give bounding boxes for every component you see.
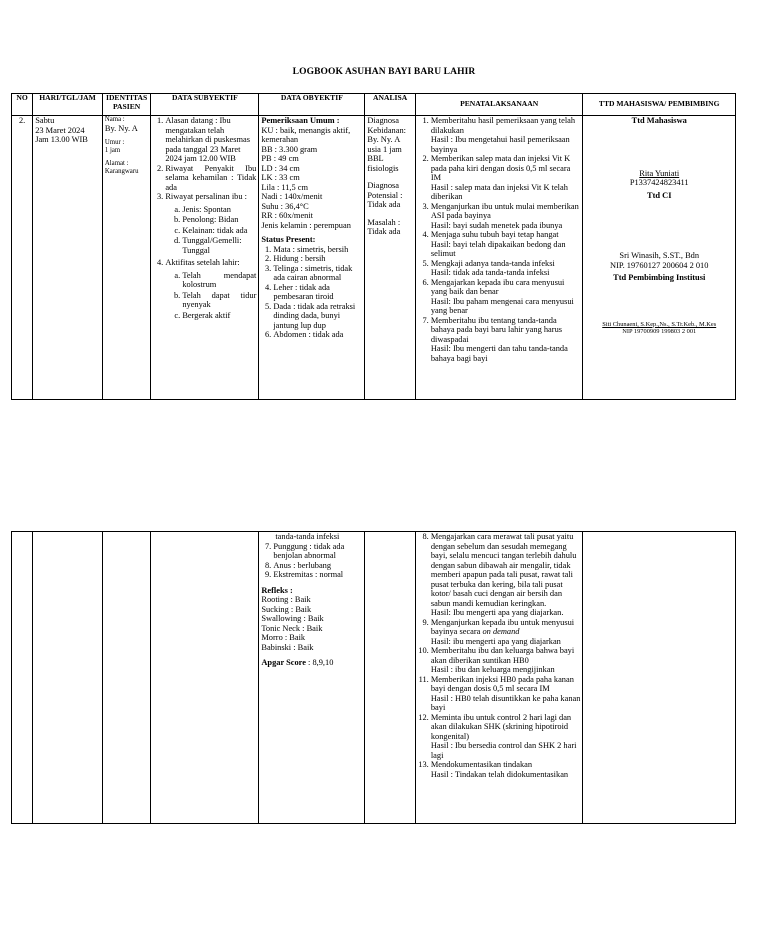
cell-identitas: [102, 116, 150, 400]
penatalaksanaan-item: 8. Mengajarkan cara merawat tali pusat yaitu dengan sebelum dan sesudah memegang bayi, selalu mencuci tangan terlebih dahulu dengan sabun dibawah air mengalir, tidak memberi apapun pada tali pusat, rawat tali pusat terbuka dan kering, bila tali pusat kotor/ basah cuci dengan air bersih dan sabun mandi kemudian keringkan. Hasil: Ibu mengerti apa yang diajarkan.: [431, 532, 581, 618]
status-item: 5. Dada : tidak ada retraksi dinding dada, bunyi jantung lup dup: [273, 302, 362, 331]
status-item: 7. Punggung : tidak ada benjolan abnormal: [273, 542, 362, 561]
ttd-mahasiswa-id: P1337424823411: [629, 178, 689, 187]
penatalaksanaan-item: 10. Memberitahu ibu dan keluarga bahwa bayi akan diberikan suntikan HB0 Hasil : ibu dan keluarga mengijinkan: [431, 646, 581, 675]
header-analisa: ANALISA: [365, 94, 415, 116]
obyektif-line: Jenis kelamin : perempuan: [261, 220, 351, 230]
apgar-label: Apgar Score: [261, 658, 306, 667]
ttd-institusi-nip: NIP 19700909 199803 2 001: [622, 327, 697, 335]
obyektif-pemeriksaan-label: Pemeriksaan Umum :: [261, 116, 340, 125]
cell-obyektif: [259, 532, 365, 824]
refleks-item: Morro : Baik: [261, 633, 306, 642]
hari-date: 23 Maret 2024: [35, 125, 85, 135]
penatalaksanaan-item: 1. Memberitahu hasil pemeriksaan yang telah dilakukan Hasil : Ibu mengetahui hasil pemeriksaan bayinya: [431, 116, 581, 154]
cell-obyektif: [259, 116, 365, 400]
table-row: [12, 532, 736, 824]
subyektif-subitem: c. Kelainan: tidak ada: [182, 226, 256, 236]
logbook-table-1: [11, 93, 736, 400]
cell-penatalaksanaan: [415, 116, 583, 400]
subyektif-subitem: b. Telah dapat tidur nyenyak: [182, 291, 256, 310]
obyektif-line: Suhu : 36,4°C: [261, 201, 309, 211]
cell-subyektif: [151, 532, 259, 824]
hari-day: Sabtu: [35, 116, 55, 125]
refleks-item: Swallowing : Baik: [261, 614, 324, 623]
header-ttd: TTD MAHASISWA/ PEMBIMBING: [583, 94, 736, 116]
penatalaksanaan-text: Menganjurkan kepada ibu untuk menyusui bayinya secara: [430, 617, 575, 636]
penatalaksanaan-item: 12. Meminta ibu untuk control 2 hari lagi dan akan dilakukan SHK (skrining hipotiroid kongenital) Hasil : Ibu bersedia control dan SHK 2 hari lagi: [431, 713, 581, 761]
obyektif-continued: tanda-tanda infeksi: [275, 532, 340, 541]
refleks-label: Refleks :: [261, 585, 293, 595]
header-subyektif: DATA SUBYEKTIF: [151, 94, 259, 116]
subyektif-item: 2. Riwayat Penyakit Ibu selama kehamilan : Tidak ada: [165, 164, 256, 193]
subyektif-item-label: Riwayat persalinan ibu :: [165, 192, 247, 201]
analisa-diagnosa-label: Diagnosa Kebidanan:: [367, 116, 406, 135]
row-number: 2.: [18, 116, 26, 125]
cell-subyektif: [151, 116, 259, 400]
refleks-item: Babinski : Baik: [261, 642, 314, 652]
refleks-item: Rooting : Baik: [261, 595, 311, 604]
subyektif-item: 1. Alasan datang : Ibu mengatakan telah melahirkan di puskesmas pada tanggal 23 Maret 2024 jam 12.00 WIB: [165, 116, 256, 164]
subyektif-subitem: b. Penolong: Bidan: [182, 215, 256, 225]
obyektif-line: Lila : 11,5 cm: [261, 182, 309, 192]
table-row: [12, 116, 736, 400]
ttd-ci-nip: NIP. 19760127 200604 2 010: [610, 260, 709, 270]
penatalaksanaan-text: Hasil: ibu mengerti apa yang diajarkan: [430, 636, 561, 646]
penatalaksanaan-item: 3. Menganjurkan ibu untuk mulai memberikan ASI pada bayinya Hasil: bayi sudah menetek pada ibunya: [431, 202, 581, 231]
identitas-alamat-value: Karangwaru: [104, 167, 139, 175]
penatalaksanaan-emphasis: on demand: [482, 627, 520, 636]
cell-identitas: [102, 532, 150, 824]
ttd-mahasiswa-label: Ttd Mahasiswa: [631, 116, 687, 125]
refleks-item: Tonic Neck : Baik: [261, 623, 323, 633]
hari-time: Jam 13.00 WIB: [35, 135, 88, 144]
penatalaksanaan-item: 5. Mengkaji adanya tanda-tanda infeksi Hasil: tidak ada tanda-tanda infeksi: [431, 259, 581, 278]
obyektif-line: BB : 3.300 gram: [261, 144, 318, 154]
logbook-table-2: [11, 531, 736, 824]
ttd-institusi-name: Siti Chunaeni, S.Kep.,Ns., S.Tr.Keb., M.Kes: [602, 320, 717, 328]
header-penatalaksanaan: PENATALAKSANAAN: [415, 94, 583, 116]
analisa-masalah-value: Tidak ada: [367, 227, 401, 236]
header-row: [12, 94, 736, 116]
penatalaksanaan-item: 2. Memberikan salep mata dan injeksi Vit K pada paha kiri dengan dosis 0,5 ml secara IM Hasil : salep mata dan injeksi Vit K telah diberikan: [431, 154, 581, 202]
obyektif-line: PB : 49 cm: [261, 154, 299, 163]
penatalaksanaan-item: [431, 618, 581, 647]
cell-penatalaksanaan: [415, 532, 583, 824]
ttd-mahasiswa-name: Rita Yuniati: [639, 168, 680, 178]
status-item: 3. Telinga : simetris, tidak ada cairan abnormal: [273, 264, 362, 283]
obyektif-line: KU : baik, menangis aktif, kemerahan: [261, 125, 351, 144]
subyektif-item-label: Aktifitas setelah lahir:: [165, 258, 240, 267]
header-identitas: IDENTITAS PASIEN: [102, 94, 150, 116]
analisa-masalah-label: Masalah :: [367, 217, 401, 227]
cell-analisa: [365, 532, 415, 824]
cell-analisa: [365, 116, 415, 400]
subyektif-subitem: c. Bergerak aktif: [182, 311, 256, 321]
analisa-potensial-label: Diagnosa Potensial :: [367, 181, 403, 200]
header-no: NO: [12, 94, 33, 116]
penatalaksanaan-item: 6. Mengajarkan kepada ibu cara menyusui yang baik dan benar Hasil: Ibu paham mengenai cara menyusui yang benar: [431, 278, 581, 316]
penatalaksanaan-item: 4. Menjaga suhu tubuh bayi tetap hangat Hasil: bayi telah dipakaikan bedong dan selimut: [431, 230, 581, 259]
status-item: 9. Ekstremitas : normal: [273, 570, 362, 580]
apgar-value: : 8,9,10: [305, 658, 334, 667]
obyektif-line: LK : 33 cm: [261, 173, 300, 182]
ttd-ci-label: Ttd CI: [647, 190, 672, 200]
cell-hari: [33, 116, 103, 400]
analisa-potensial-value: Tidak ada: [367, 200, 401, 209]
status-item: 6. Abdomen : tidak ada: [273, 330, 362, 340]
subyektif-item: [165, 192, 256, 255]
subyektif-subitem: a. Telah mendapat kolostrum: [182, 271, 256, 290]
obyektif-line: Nadi : 140x/menit: [261, 192, 323, 201]
status-item: 8. Anus : berlubang: [273, 561, 362, 571]
penatalaksanaan-item: 7. Memberitahu ibu tentang tanda-tanda bahaya pada bayi baru lahir yang harus diwaspadai Hasil: Ibu mengerti dan tahu tanda-tanda bahaya bagi bayi: [431, 316, 581, 364]
identitas-umur-value: 1 jam: [104, 146, 121, 154]
cell-no: [12, 116, 33, 400]
obyektif-line: LD : 34 cm: [261, 163, 300, 173]
header-hari: HARI/TGL/JAM: [33, 94, 103, 116]
apgar-score: [261, 658, 362, 668]
status-item: 4. Leher : tidak ada pembesaran tiroid: [273, 283, 362, 302]
penatalaksanaan-item: 13. Mendokumentasikan tindakan Hasil : Tindakan telah didokumentasikan: [431, 760, 581, 779]
cell-ttd: [583, 532, 736, 824]
cell-hari: [33, 532, 103, 824]
cell-no: [12, 532, 33, 824]
status-item: 1. Mata : simetris, bersih: [273, 245, 362, 255]
identitas-nama-label: Nama :: [104, 116, 125, 123]
cell-ttd: [583, 116, 736, 400]
ttd-institusi-label: Ttd Pembimbing Institusi: [613, 273, 706, 282]
identitas-alamat-label: Alamat :: [104, 160, 129, 167]
analisa-diagnosa-value: By. Ny. A usia 1 jam BBL fisiologis: [367, 135, 402, 173]
obyektif-status-label: Status Present:: [261, 235, 316, 244]
penatalaksanaan-item: 11. Memberikan injeksi HB0 pada paha kanan bayi dengan dosis 0,5 ml secara IM Hasil : HB0 telah disuntikkan ke paha kanan bayi: [431, 675, 581, 713]
refleks-item: Sucking : Baik: [261, 604, 312, 614]
header-obyektif: DATA OBYEKTIF: [259, 94, 365, 116]
identitas-umur-label: Umur :: [104, 139, 125, 146]
subyektif-subitem: d. Tunggal/Gemelli: Tunggal: [182, 236, 256, 255]
subyektif-subitem: a. Jenis: Spontan: [182, 205, 256, 215]
ttd-ci-name: Sri Winasih, S.ST., Bdn: [619, 251, 700, 260]
identitas-nama-value: By. Ny. A: [104, 123, 138, 133]
page-title: LOGBOOK ASUHAN BAYI BARU LAHIR: [292, 67, 476, 77]
obyektif-line: RR : 60x/menit: [261, 211, 314, 220]
status-item: 2. Hidung : bersih: [273, 254, 362, 264]
subyektif-item: [165, 258, 256, 320]
